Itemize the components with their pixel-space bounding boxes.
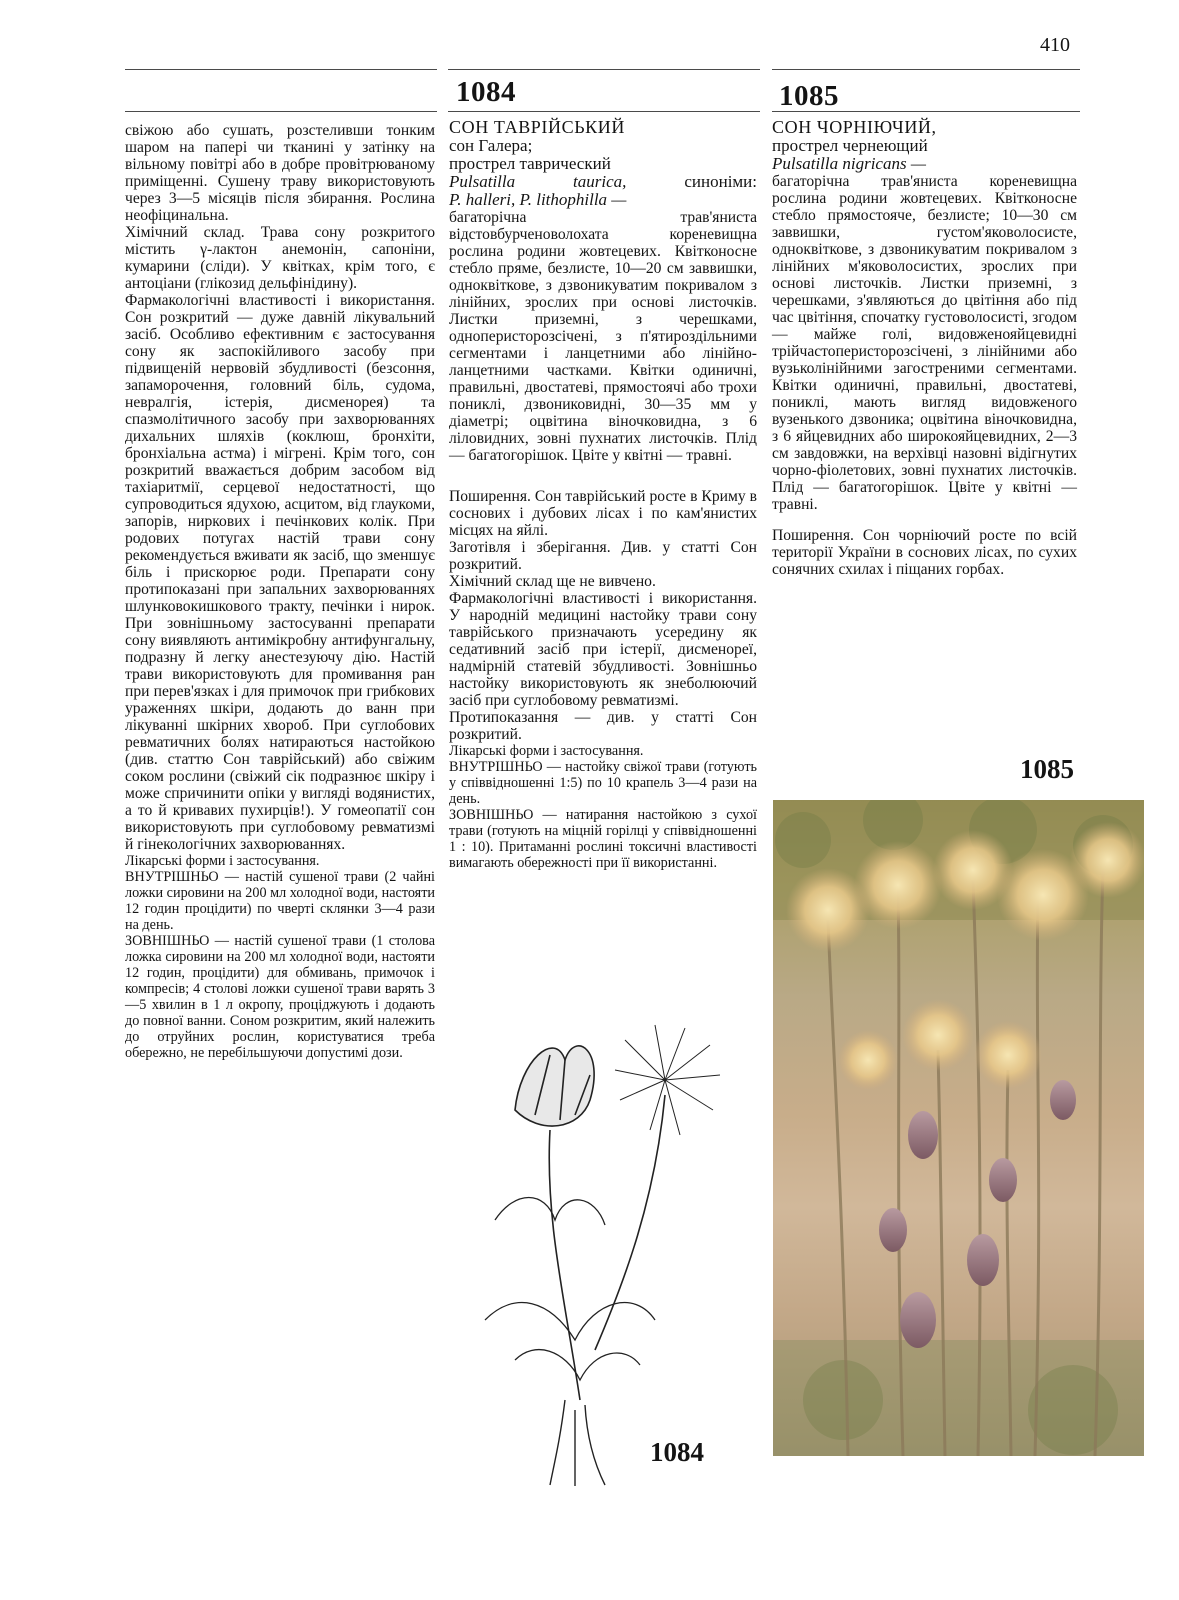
- entry-1085-latin-name: Pulsatilla nigricans —: [772, 154, 926, 173]
- left-forms-block: [125, 853, 435, 1061]
- entry-1084-forms-block: [449, 743, 757, 871]
- entry-1084-column: [449, 118, 757, 871]
- entry-1084-synonyms-label: синоніми:: [684, 172, 757, 191]
- figure-1084-sketch: [455, 1020, 760, 1490]
- pasque-flower-photo-illustration: [773, 800, 1144, 1456]
- entry-1085-heading: СОН ЧОРНІЮЧИЙ,: [772, 117, 937, 137]
- page-number: 410: [1040, 34, 1070, 56]
- left-internal-use: ВНУТРІШНЬО — настій сушеної трави (2 чайні ложки сировини на 200 мл холодної води, настояти 12 годин процідити) по чверті склянки 3—4 рази на день.: [125, 869, 435, 933]
- entry-1084-alt-name: сон Галера;: [449, 136, 533, 155]
- entry-1084-contraindications: Протипоказання — див. у статті Сон розкритий.: [449, 709, 757, 743]
- entry-1084-external-use: ЗОВНІШНЬО — натирання настойкою з сухої трави (готують на міцній горілці у співвідношенні 1 : 10). Притаманні рослині токсичні властивості вимагають обережності при її використанні.: [449, 807, 757, 871]
- entry-1084-latin-line: [449, 173, 757, 191]
- figure-1084-label: 1084: [650, 1437, 704, 1467]
- entry-rule-left: [125, 111, 437, 112]
- header-rule-left: [125, 69, 437, 70]
- entry-1084-russian-name: прострел таврический: [449, 154, 611, 173]
- entry-number-1084: 1084: [456, 76, 516, 108]
- figure-1085-label: 1085: [1020, 754, 1074, 784]
- entry-1084-heading: СОН ТАВРІЙСЬКИЙ: [449, 117, 625, 137]
- entry-number-1085: 1085: [779, 80, 839, 112]
- left-external-use: ЗОВНІШНЬО — настій сушеної трави (1 столова ложка сировини на 200 мл холодної води, настояти 12 годин, процідити) для обмивань, примочок і компресів; 4 столові ложки сушеної трави варять 3—5 хвилин в 1 л окропу, проціджують і додають до повної ванни. Соном розкритим, який належить до отруйних рослин, користуватися треба обережно, не перебільшуючи допустимі дози.: [125, 933, 435, 1061]
- entry-1084-distribution: Поширення. Сон таврійський росте в Криму в соснових і дубових лісах і по кам'янистих місцях на яйлі.: [449, 488, 757, 539]
- entry-rule-middle: [448, 111, 760, 112]
- entry-1084-harvesting: Заготівля і зберігання. Див. у статті Сон розкритий.: [449, 539, 757, 573]
- header-rule-right: [772, 69, 1080, 70]
- header-rule-middle: [448, 69, 760, 70]
- entry-1085-column: [772, 118, 1077, 578]
- entry-1085-russian-name: прострел чернеющий: [772, 136, 928, 155]
- left-continuation: свіжою або сушать, розстеливши тонким шаром на папері чи тканині у затінку на вільному повітрі або в добре провітрюваному приміщенні. Сушену траву використовують через 3—5 місяців після збирання. Рослина неофіцинальна.: [125, 122, 435, 224]
- entry-1084-pharmacology: Фармакологічні властивості і використання. У народній медицині настойку трави сону таврійського призначають усередину як седативний засіб при істерії, дисменореї, надмірній статевій збудливості. Зовнішньо настойку використовують як знеболюючий засіб при суглобовому ревматизмі.: [449, 590, 757, 709]
- entry-1084-chemistry: Хімічний склад ще не вивчено.: [449, 573, 656, 590]
- entry-1084-internal-use: ВНУТРІШНЬО — настойку свіжої трави (готують у співвідношенні 1:5) по 10 крапель 3—4 рази на день.: [449, 759, 757, 807]
- entry-1084-latin-synonyms: P. halleri, P. lithophilla —: [449, 190, 627, 209]
- entry-1084-latin-name: Pulsatilla taurica,: [449, 172, 627, 191]
- entry-1085-distribution: Поширення. Сон чорніючий росте по всій території України в соснових лісах, по сухих сонячних схилах і піщаних горбах.: [772, 527, 1077, 578]
- entry-1084-forms-heading: Лікарські форми і застосування.: [449, 743, 644, 759]
- entry-1085-description: багаторічна трав'яниста кореневищна рослина родини жовтецевих. Квітконосне стебло прямостояче, безлисте; 10—30 см заввишки, густом'яковолосисте, одноквіткове, з дзвоникуватим покривалом з лінійних м'яковолосистих, зрослих при основі листочків. Листки приземні, з черешками, з'являються до цвітіння або під час цвітіння, спочатку густоволосисті, згодом — майже голі, видовженояйцевидні трійчастоперисторозсічені, з лінійними або вузьколінійними загостреними сегментами. Квітки одиничні, правильні, двостатеві, пониклі, мають вигляд видовженого вузенького дзвоника; оцвітина віночковидна, з 6 яйцевидних або широкояйцевидних, 2—3 см завдовжки, на верхівці назовні відігнутих чорно-фіолетових, зовні пухнатих листочків. Плід — багатогорішок. Цвіте у квітні — травні.: [772, 173, 1077, 513]
- pulsatilla-sketch-illustration: [455, 1020, 760, 1490]
- left-chemistry: Хімічний склад. Трава сону розкритого містить γ-лактон анемонін, сапоніни, кумарини (сліди). У квітках, крім того, є антоціани (глікозид дельфінідину).: [125, 224, 435, 292]
- left-forms-heading: Лікарські форми і застосування.: [125, 853, 320, 869]
- entry-1084-description: багаторічна трав'яниста відстовбурченоволохата кореневищна рослина родини жовтецевих. Квітконосне стебло пряме, безлисте, 10—20 см заввишки, одноквіткове, з дзвоникуватим покривалом з лінійних, зрослих при основі листочків. Листки приземні, з черешками, одноперисторозсічені, з п'ятироздільними сегментами і ланцетними або лінійно-ланцетними частками. Квітки одиничні, правильні, двостатеві, прямостоячі або трохи пониклі, дзвониковидні, 30—35 мм у діаметрі; оцвітина віночковидна, з 6 ліловидних, зовні пухнатих листочків. Плід — багатогорішок. Цвіте у квітні — травні.: [449, 209, 757, 464]
- left-column: [125, 122, 435, 1061]
- figure-1085-photo: [773, 800, 1144, 1456]
- left-pharmacology: Фармакологічні властивості і використання. Сон розкритий — дуже давній лікувальний засіб. Особливо ефективним є застосування сону як заспокійливого засобу при підвищеній нервовій збудливості (безсоння, запаморочення, головний біль, судома, невралгія, істерія, дисменорея) та спазмолітичного засобу при захворюваннях дихальних шляхів (коклюш, бронхіти, бронхіальна астма) і мігрені. Крім того, сон розкритий вважається добрим засобом від тахіаритмії, серцевої недостатності, що супроводиться ядухою, асцитом, від глаукоми, запорів, ниркових і печінкових колік. При родових потугах настій трави сону рекомендується вживати як засіб, що зменшує біль і прискорює роди. Препарати сону протипоказані при запальних захворюваннях шлунковокишкового тракту, печінки і нирок. При зовнішньому застосуванні препарати сону виявляють антимікробну антифунгальну, подразну й легку анестезуючу дію. Настій трави використовують для промивання ран при перев'язках і для примочок при грибкових ураженнях шкіри, додають до ванн при лікуванні шкірних хвороб. При суглобових ревматичних болях натираються настойкою (див. статтю Сон таврійський) або свіжим соком рослини (свіжий сік подразнює шкіру і може спричинити опіки у вигляді водянистих, а то й кривавих пухирців!). У гомеопатії сон використовують при суглобовому ревматизмі й гінекологічних захворюваннях.: [125, 292, 435, 853]
